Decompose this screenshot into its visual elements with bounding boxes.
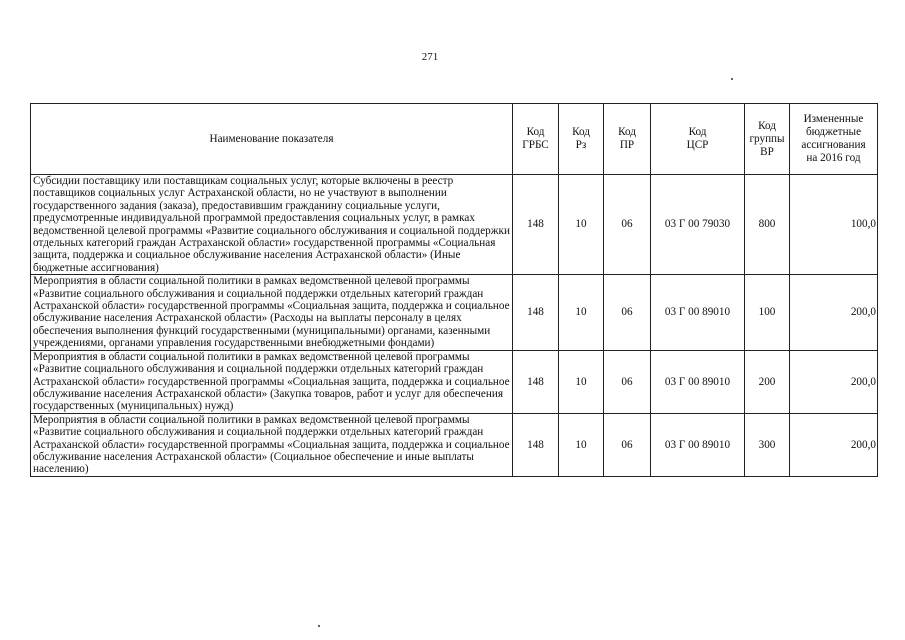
table-row [31, 175, 878, 275]
row-name: Мероприятия в области социальной политики в рамках ведомственной целевой программы «Развитие социального обслуживания и социальной поддержки отдельных категорий граждан Астраханской области» государственной программы «Социальная защита, поддержка и социальное обслуживание населения Астраханской области» (Социальное обеспечение и иные выплаты населению) [31, 413, 513, 476]
row-pr: 06 [604, 350, 651, 413]
row-amount: 200,0 [790, 413, 878, 476]
header-name: Наименование показателя [31, 104, 513, 175]
row-csr: 03 Г 00 89010 [651, 413, 745, 476]
row-rz: 10 [559, 350, 604, 413]
row-csr: 03 Г 00 89010 [651, 275, 745, 350]
row-name: Мероприятия в области социальной политики в рамках ведомственной целевой программы «Развитие социального обслуживания и социальной поддержки отдельных категорий граждан Астраханской области» государственной программы «Социальная защита, поддержка и социальное обслуживание населения Астраханской области» (Расходы на выплаты персоналу в целях обеспечения выполнения функций государственными (муниципальными) органами, казенными учреждениями, органами управления государственными внебюджетными фондами) [31, 275, 513, 350]
header-grbs: Код ГРБС [513, 104, 559, 175]
scan-speck [318, 625, 320, 627]
page-number: 271 [421, 51, 439, 63]
row-rz: 10 [559, 175, 604, 275]
header-csr: Код ЦСР [651, 104, 745, 175]
row-name: Мероприятия в области социальной политики в рамках ведомственной целевой программы «Развитие социального обслуживания и социальной поддержки отдельных категорий граждан Астраханской области» государственной программы «Социальная защита, поддержка и социальное обслуживание населения Астраханской области» (Закупка товаров, работ и услуг для обеспечения государственных (муниципальных) нужд) [31, 350, 513, 413]
row-amount: 200,0 [790, 350, 878, 413]
row-csr: 03 Г 00 79030 [651, 175, 745, 275]
row-grbs: 148 [513, 350, 559, 413]
row-pr: 06 [604, 275, 651, 350]
header-vr: Код группы ВР [745, 104, 790, 175]
row-grbs: 148 [513, 275, 559, 350]
row-pr: 06 [604, 413, 651, 476]
row-vr: 200 [745, 350, 790, 413]
row-rz: 10 [559, 275, 604, 350]
header-amount: Измененные бюджетные ассигнования на 2016 год [790, 104, 878, 175]
row-vr: 800 [745, 175, 790, 275]
row-name: Субсидии поставщику или поставщикам социальных услуг, которые включены в реестр поставщиков социальных услуг Астраханской области, но не участвуют в выполнении государственного задания (заказа), предоставившим гражданину социальные услуги, предусмотренные индивидуальной программой предоставления социальных услуг, в рамках ведомственной целевой программы «Развитие социального обслуживания и социальной поддержки отдельных категорий граждан Астраханской области» государственной программы «Социальная защита, поддержка и социальное обслуживание населения Астраханской области» (Иные бюджетные ассигнования) [31, 175, 513, 275]
row-amount: 100,0 [790, 175, 878, 275]
row-vr: 300 [745, 413, 790, 476]
row-grbs: 148 [513, 413, 559, 476]
header-pr: Код ПР [604, 104, 651, 175]
budget-table [30, 103, 878, 477]
row-csr: 03 Г 00 89010 [651, 350, 745, 413]
scan-speck [731, 78, 733, 80]
row-rz: 10 [559, 413, 604, 476]
header-rz: Код Рз [559, 104, 604, 175]
table-row [31, 413, 878, 476]
row-amount: 200,0 [790, 275, 878, 350]
table-header-row [31, 104, 878, 175]
row-vr: 100 [745, 275, 790, 350]
table-row [31, 350, 878, 413]
row-grbs: 148 [513, 175, 559, 275]
table-row [31, 275, 878, 350]
row-pr: 06 [604, 175, 651, 275]
